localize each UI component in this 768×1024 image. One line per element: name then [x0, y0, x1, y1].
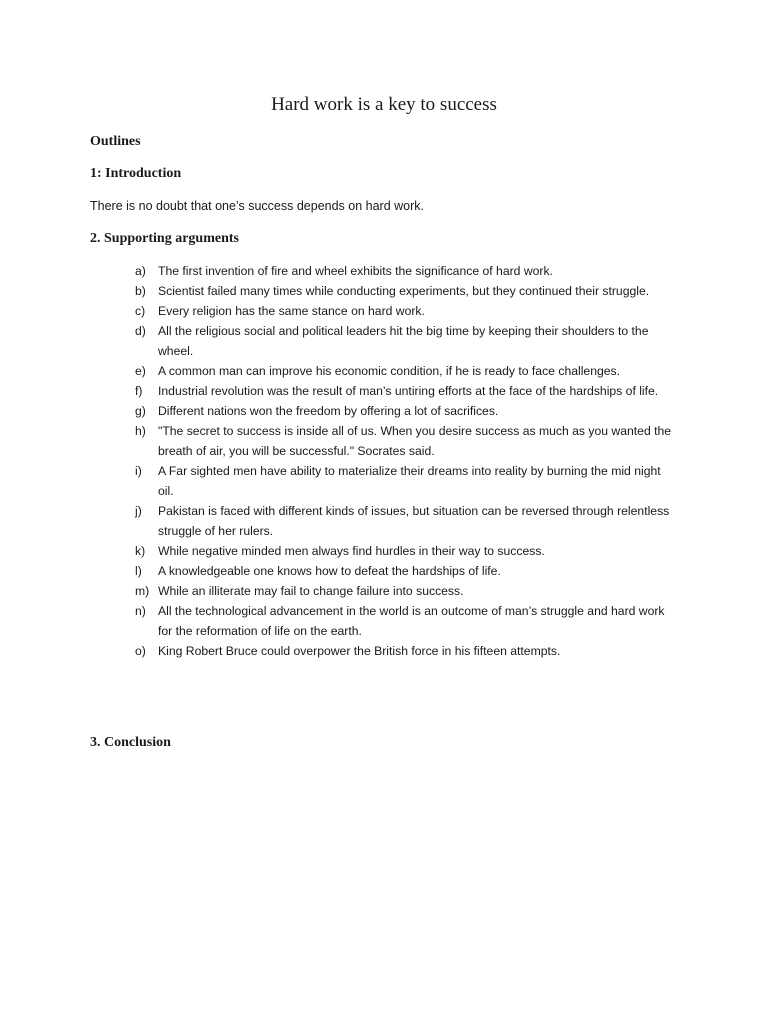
list-item-text: Industrial revolution was the result of man’s untiring efforts at the face of the hardships of life.	[158, 384, 659, 398]
list-marker: a)	[135, 264, 146, 278]
list-item-text: All the technological advancement in the world is an outcome of man’s struggle and hard work for the reformation of life on the earth.	[158, 604, 665, 638]
introduction-text: There is no doubt that one’s success depends on hard work.	[90, 199, 425, 213]
list-item	[0, 301, 678, 321]
introduction-heading: 1: Introduction	[90, 166, 182, 181]
list-item-text: While an illiterate may fail to change failure into success.	[158, 584, 464, 598]
list-marker: c)	[135, 304, 146, 318]
list-item	[0, 641, 678, 661]
list-marker: b)	[135, 284, 146, 298]
list-marker: m)	[135, 584, 150, 598]
list-item	[0, 361, 678, 381]
list-marker: h)	[135, 424, 146, 438]
list-marker: e)	[135, 364, 146, 378]
list-item	[0, 581, 678, 601]
list-item-text: Scientist failed many times while conducting experiments, but they continued their struggle.	[158, 284, 650, 298]
list-item	[0, 321, 678, 361]
outlines-heading: Outlines	[90, 134, 141, 149]
list-item-text: A common man can improve his economic condition, if he is ready to face challenges.	[158, 364, 621, 378]
list-marker: d)	[135, 324, 146, 338]
list-marker: k)	[135, 544, 146, 558]
list-item-text: Pakistan is faced with different kinds of issues, but situation can be reversed through relentless struggle of her rulers.	[158, 504, 670, 538]
list-item-text: Every religion has the same stance on hard work.	[158, 304, 425, 318]
document-title: Hard work is a key to success	[271, 94, 497, 115]
list-marker: f)	[135, 384, 143, 398]
list-item-text: All the religious social and political leaders hit the big time by keeping their shoulders to the wheel.	[158, 324, 649, 358]
list-item-text: "The secret to success is inside all of us. When you desire success as much as you wanted the breath of air, you will be successful." Socrates said.	[158, 424, 672, 458]
supporting-arguments-list	[0, 261, 768, 661]
list-item-text: A knowledgeable one knows how to defeat the hardships of life.	[158, 564, 501, 578]
list-item	[0, 261, 678, 281]
list-item	[0, 381, 678, 401]
list-item-text: A Far sighted men have ability to materialize their dreams into reality by burning the mid night oil.	[158, 464, 661, 498]
list-item	[0, 461, 678, 501]
list-marker: g)	[135, 404, 146, 418]
list-marker: j)	[135, 504, 142, 518]
conclusion-heading: 3. Conclusion	[90, 735, 171, 750]
supporting-arguments-heading: 2. Supporting arguments	[90, 231, 239, 246]
list-item	[0, 601, 678, 641]
list-item	[0, 421, 678, 461]
list-marker: l)	[135, 564, 142, 578]
list-marker: i)	[135, 464, 142, 478]
list-item	[0, 281, 678, 301]
list-marker: n)	[135, 604, 146, 618]
list-item	[0, 501, 678, 541]
list-marker: o)	[135, 644, 146, 658]
list-item-text: Different nations won the freedom by offering a lot of sacrifices.	[158, 404, 499, 418]
list-item-text: While negative minded men always find hurdles in their way to success.	[158, 544, 545, 558]
list-item-text: The first invention of fire and wheel exhibits the significance of hard work.	[158, 264, 553, 278]
list-item	[0, 541, 678, 561]
list-item	[0, 561, 678, 581]
list-item	[0, 401, 678, 421]
list-item-text: King Robert Bruce could overpower the British force in his fifteen attempts.	[158, 644, 561, 658]
